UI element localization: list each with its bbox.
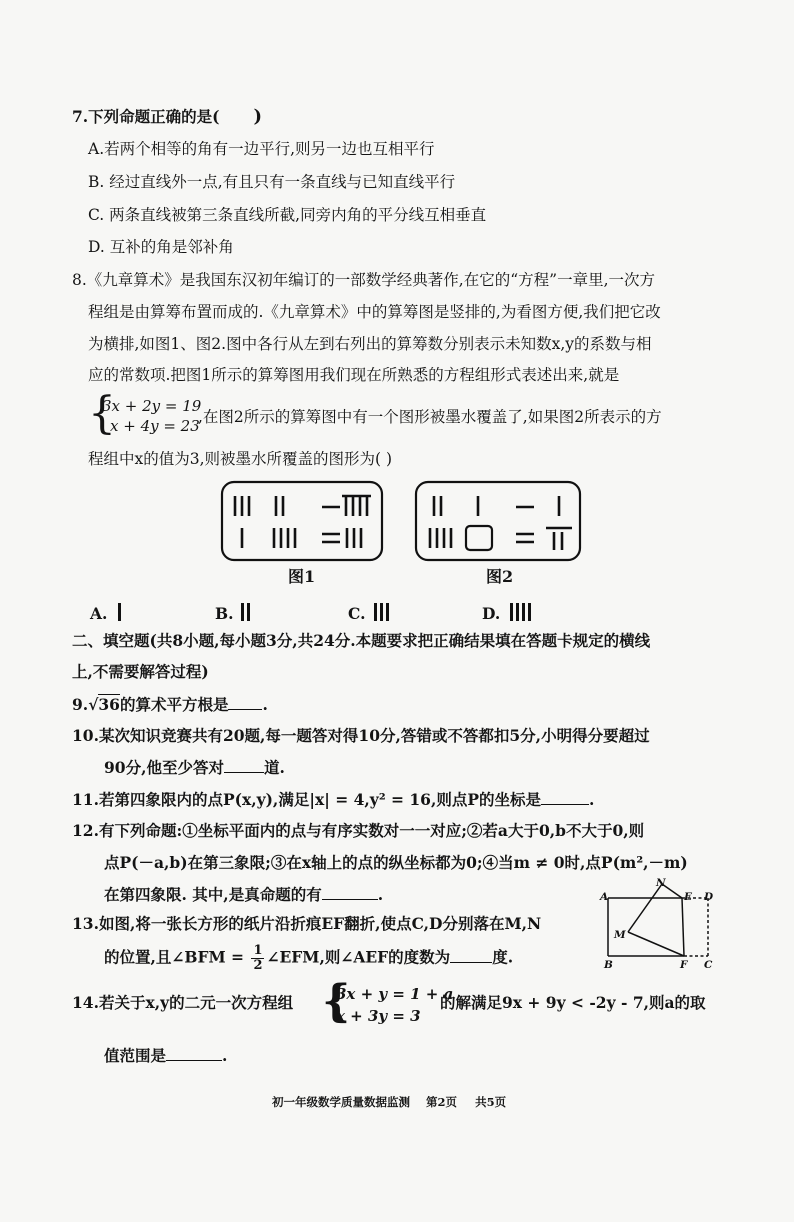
q7-close-paren: ) [253, 106, 263, 127]
q12-line3-text: 在第四象限. 其中,是真命题的有 [104, 885, 322, 904]
q10-answer-blank[interactable] [224, 758, 264, 773]
q9-radicand: 36 [98, 695, 120, 714]
q7-option-c: C. 两条直线被第三条直线所截,同旁内角的平分线互相垂直 [88, 206, 487, 224]
q7-stem-text: 7.下列命题正确的是( [72, 107, 220, 126]
q13-edge-mf [628, 932, 684, 956]
q7-option-a: A.若两个相等的角有一边平行,则另一边也互相平行 [88, 140, 435, 158]
q13-answer-blank[interactable] [450, 948, 492, 963]
q8-line4: 应的常数项.把图1所示的算筹图用我们现在所熟悉的方程组形式表述出来,就是 [88, 366, 620, 384]
fig1-caption: 图1 [288, 567, 316, 586]
q11 [72, 789, 594, 811]
q13-fold-ef [682, 898, 684, 956]
q8-choice-c-rod3 [386, 603, 389, 621]
q11-text: 11.若第四象限内的点P(x,y),满足|x| = 4,y² = 16,则点P的坐标是 [72, 790, 542, 809]
q8-choice-b [215, 603, 234, 625]
q14-line2-text: 值范围是 [104, 1046, 167, 1065]
q13-label-e: E [684, 891, 693, 903]
q13-line2 [104, 944, 513, 973]
q13-frac-numerator: 1 [253, 943, 263, 958]
q8-choice-d [482, 603, 500, 625]
q13-line2-end: 度. [492, 947, 514, 967]
q14-line2 [104, 1045, 227, 1067]
q13-line2-text-b: ∠EFM,则∠AEF的度数为 [266, 947, 451, 967]
q11-end: . [589, 790, 595, 809]
ink-covered-square [466, 526, 492, 550]
q13-fraction [251, 944, 264, 973]
q12-answer-blank[interactable] [322, 885, 378, 900]
q13-line1: 13.如图,将一张长方形的纸片沿折痕EF翻折,使点C,D分别落在M,N [72, 914, 542, 933]
q14-line1-b: 的解满足9x + 9y < -2y - 7,则a的取 [440, 993, 706, 1012]
q7-stem [72, 106, 262, 128]
q9-end: . [262, 695, 268, 714]
q8-choice-a [90, 603, 107, 625]
q7-option-b: B. 经过直线外一点,有且只有一条直线与已知直线平行 [88, 173, 456, 191]
q8-choice-d-rod1 [510, 603, 513, 621]
q13-line2-text-a: 的位置,且∠BFM = [104, 947, 245, 967]
q13-label-a: A [600, 891, 609, 903]
q8-choice-c-label: C. [348, 604, 366, 623]
q14-brace: { [322, 976, 351, 1027]
q8-choice-c-rod1 [374, 603, 377, 621]
q13-label-f: F [680, 959, 688, 970]
q8-choice-d-rod4 [528, 603, 531, 621]
q12-line2: 点P(－a,b)在第三象限;③在x轴上的点的纵坐标都为0;④当m ≠ 0时,点P(m²,－m) [104, 853, 688, 872]
section2-heading-line1: 二、填空题(共8小题,每小题3分,共24分.本题要求把正确结果填在答题卡规定的横线 [72, 631, 651, 650]
q13-frac-denominator: 2 [253, 958, 263, 973]
q14-line1-a: 14.若关于x,y的二元一次方程组 [72, 993, 294, 1012]
q8-choice-d-label: D. [482, 604, 501, 623]
q14-equation-system [322, 976, 454, 1028]
q13-folding-diagram [598, 876, 722, 970]
q9-text: 的算术平方根是 [119, 695, 229, 714]
q13-label-n: N [656, 877, 666, 889]
q8-line3: 为横排,如图1、图2.图中各行从左到右列出的算筹数分别表示未知数x,y的系数与相 [88, 335, 652, 353]
q8-eq1: 3x + 2y = 19 [102, 397, 202, 415]
q14-line2-end: . [222, 1046, 228, 1065]
q12-line3 [104, 884, 383, 906]
footer-page-number: 第2页 [426, 1095, 458, 1109]
q8-choice-b-label: B. [215, 604, 234, 623]
fig2-caption: 图2 [486, 567, 514, 586]
footer-total-pages: 共5页 [475, 1095, 507, 1109]
q13-label-m: M [614, 929, 626, 941]
q12-line3-end: . [377, 885, 384, 904]
q8-line5: ,在图2所示的算筹图中有一个图形被墨水覆盖了,如果图2所表示的方 [198, 408, 662, 426]
section2-heading-line2: 上,不需要解答过程) [72, 662, 209, 681]
q11-answer-blank[interactable] [541, 790, 589, 805]
q9-number: 9. [72, 695, 89, 714]
q8-brace: { [88, 388, 116, 439]
q7-option-d: D. 互补的角是邻补角 [88, 238, 234, 256]
q12-line1: 12.有下列命题:①坐标平面内的点与有序实数对一一对应;②若a大于0,b不大于0,则 [72, 821, 645, 840]
q8-choice-a-label: A. [90, 604, 108, 623]
q8-line2: 程组是由算筹布置而成的.《九章算术》中的算筹图是竖排的,为看图方便,我们把它改 [88, 303, 661, 321]
q8-counting-rod-figures [216, 478, 588, 590]
q13-label-c: C [704, 959, 713, 970]
q8-choice-d-rod2 [516, 603, 519, 621]
fig1-counting-rods [222, 482, 382, 560]
q14-eq2: x + 3y = 3 [336, 1007, 421, 1025]
q8-choice-b-rod1 [241, 603, 244, 621]
q9 [72, 694, 268, 716]
q14-answer-blank[interactable] [166, 1046, 222, 1061]
q9-answer-blank[interactable] [228, 695, 262, 710]
q8-choice-a-rods [118, 603, 121, 621]
fig2-counting-rods [416, 482, 580, 560]
q8-line6: 程组中x的值为3,则被墨水所覆盖的图形为( ) [88, 450, 393, 468]
q10-line2 [104, 757, 285, 779]
q13-label-d: D [704, 891, 714, 903]
q8-equation-system [88, 388, 202, 440]
q10-line1: 10.某次知识竞赛共有20题,每一题答对得10分,答错或不答都扣5分,小明得分要超过 [72, 726, 650, 745]
page-footer [272, 1094, 506, 1110]
q13-label-b: B [604, 959, 613, 970]
q13-edge-nm [628, 884, 662, 932]
q14-eq1: 3x + y = 1 + a [336, 985, 454, 1003]
q8-eq2: x + 4y = 23 [110, 417, 200, 435]
sqrt-sign: √ [88, 695, 99, 714]
footer-title: 初一年级数学质量数据监测 [272, 1095, 410, 1109]
q8-choice-c-rod2 [380, 603, 383, 621]
q10-line2-end: 道. [263, 758, 285, 777]
q8-choice-c [348, 603, 365, 625]
q8-line1: 8.《九章算术》是我国东汉初年编订的一部数学经典著作,在它的“方程”一章里,一次方 [72, 271, 655, 289]
q8-choice-d-rod3 [522, 603, 525, 621]
q8-choice-b-rod2 [247, 603, 250, 621]
q10-line2-text: 90分,他至少答对 [104, 758, 224, 777]
